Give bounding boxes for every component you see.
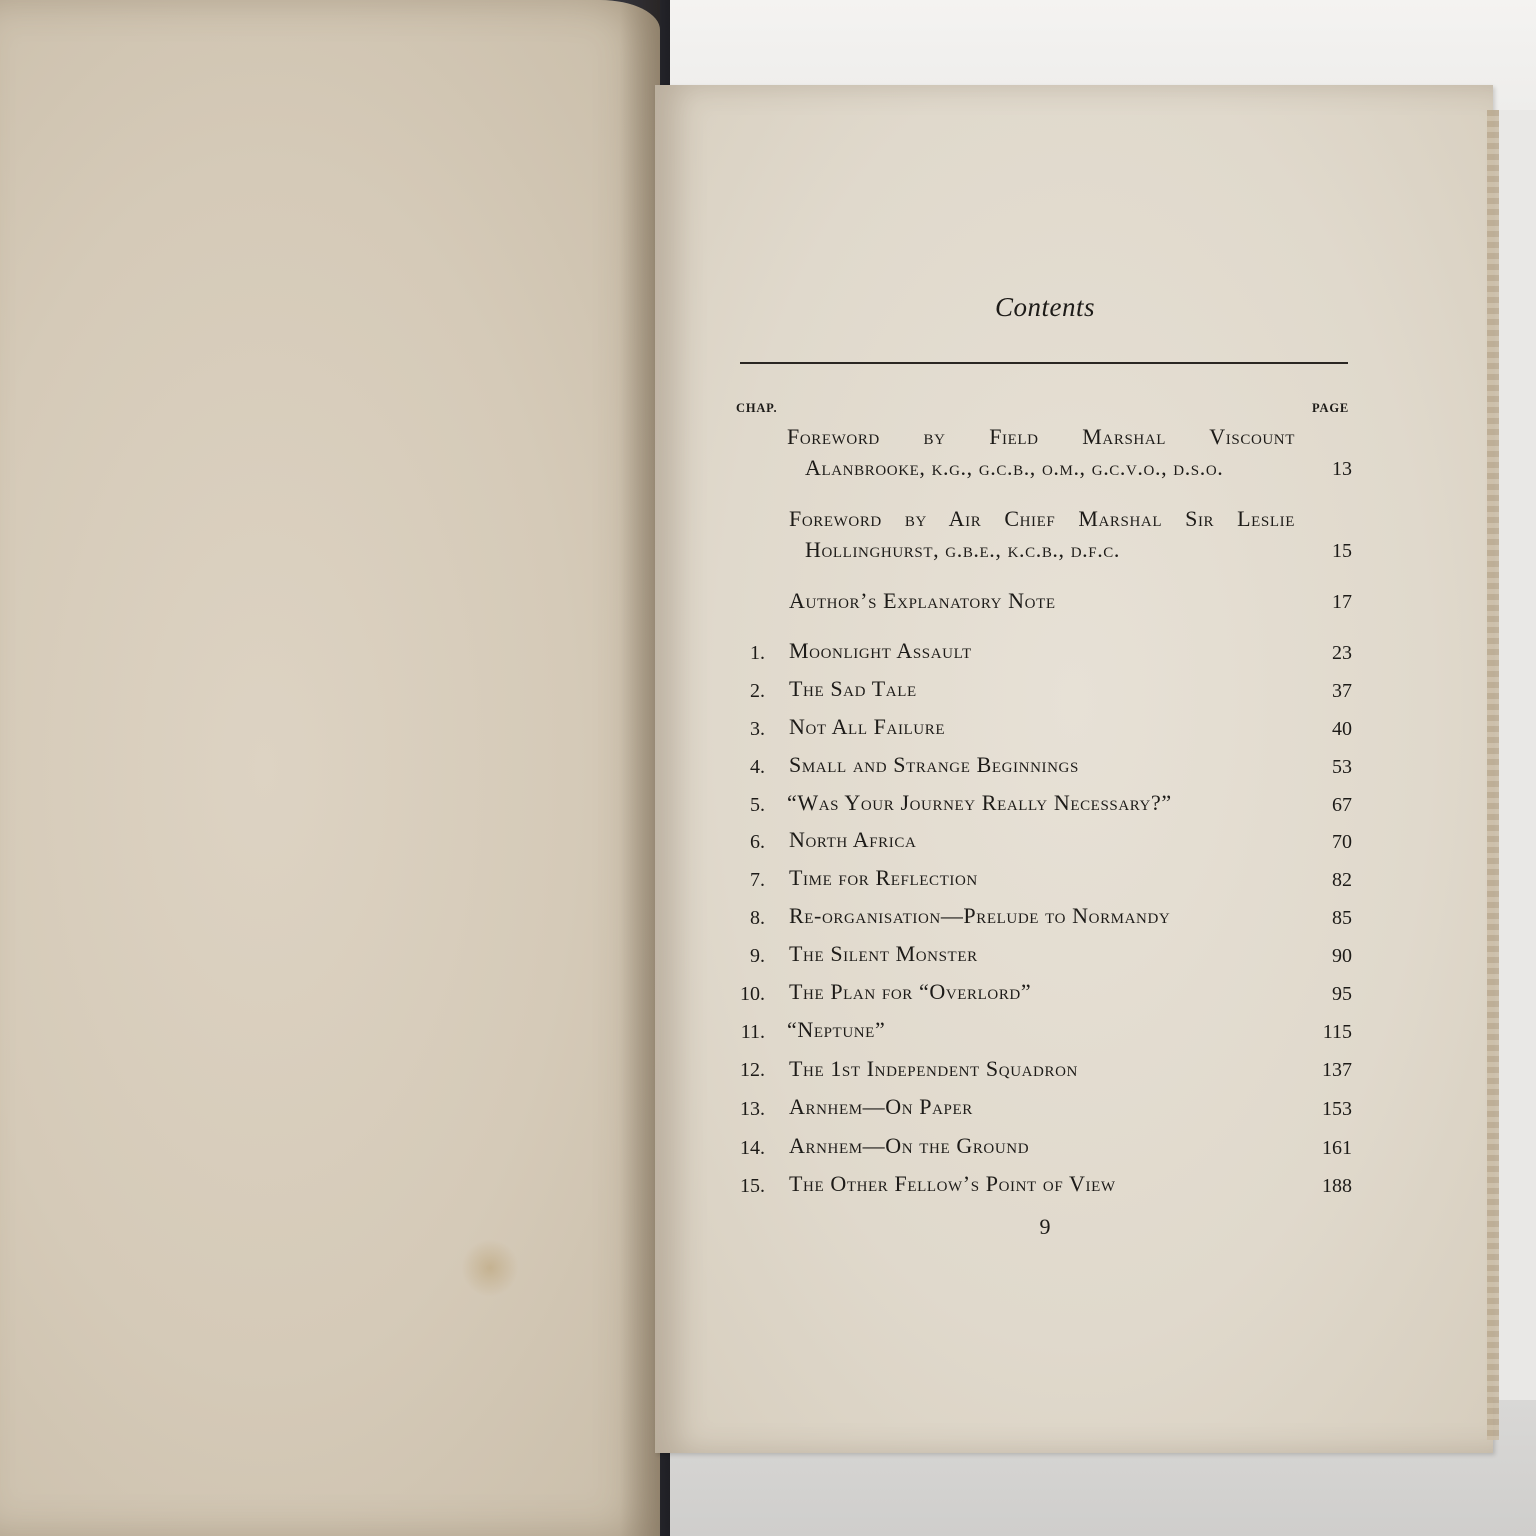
chapter-number: 1. — [750, 642, 765, 664]
chapter-number: 5. — [750, 794, 765, 816]
chapter-title: Not All Failure — [789, 714, 946, 739]
chapter-number: 8. — [750, 907, 765, 929]
chapter-page: 53 — [1332, 756, 1352, 778]
chapter-page: 161 — [1322, 1137, 1352, 1159]
chapter-number: 14. — [740, 1137, 765, 1159]
chapter-number: 12. — [740, 1059, 765, 1081]
chapter-page: 82 — [1332, 869, 1352, 891]
page-number: 9 — [1039, 1214, 1051, 1239]
chapter-title: Re-organisation—Prelude to Normandy — [789, 903, 1171, 928]
chapter-title: The Silent Monster — [789, 941, 978, 966]
chapter-number: 3. — [750, 718, 765, 740]
chapter-number: 4. — [750, 756, 765, 778]
entry-title-line1: Foreword by Air Chief Marshal Sir Leslie — [789, 506, 1295, 531]
chapter-page: 40 — [1332, 718, 1352, 740]
entry-title-line2: Alanbrooke, k.g., g.c.b., o.m., g.c.v.o., d.s.o. — [805, 455, 1224, 480]
entry-page: 13 — [1332, 458, 1352, 480]
chapter-title: “Neptune” — [787, 1017, 886, 1042]
chapter-number: 2. — [750, 680, 765, 702]
chapter-page: 37 — [1332, 680, 1352, 702]
chapter-title: The Other Fellow’s Point of View — [789, 1171, 1116, 1196]
chapter-number: 6. — [750, 831, 765, 853]
heading-rule — [740, 362, 1348, 364]
chapter-page: 67 — [1332, 794, 1352, 816]
chapter-number: 13. — [740, 1098, 765, 1120]
contents-heading: Contents — [994, 292, 1095, 322]
chapter-page: 90 — [1332, 945, 1352, 967]
chapter-number: 15. — [740, 1175, 765, 1197]
chapter-title: Time for Reflection — [789, 865, 978, 890]
chapter-title: The 1st Independent Squadron — [789, 1056, 1078, 1081]
chapter-title: Arnhem—On the Ground — [789, 1133, 1030, 1158]
chap-column-label: CHAP. — [736, 401, 778, 415]
chapter-page: 115 — [1322, 1021, 1352, 1043]
chapter-title: North Africa — [789, 827, 917, 852]
chapter-title: The Plan for “Overlord” — [789, 979, 1032, 1004]
chapter-title: The Sad Tale — [789, 676, 917, 701]
chapter-number: 11. — [740, 1021, 765, 1043]
entry-page: 15 — [1332, 540, 1352, 562]
chapter-number: 10. — [740, 983, 765, 1005]
chapter-number: 7. — [750, 869, 765, 891]
entry-page: 17 — [1332, 591, 1352, 613]
chapter-page: 70 — [1332, 831, 1352, 853]
chapter-page: 188 — [1322, 1175, 1352, 1197]
chapter-title: Small and Strange Beginnings — [789, 752, 1079, 777]
chapter-title: Arnhem—On Paper — [789, 1094, 973, 1119]
chapter-page: 137 — [1322, 1059, 1352, 1081]
chapter-page: 95 — [1332, 983, 1352, 1005]
chapter-page: 23 — [1332, 642, 1352, 664]
entry-title-line2: Hollinghurst, g.b.e., k.c.b., d.f.c. — [805, 537, 1121, 562]
chapter-number: 9. — [750, 945, 765, 967]
chapter-title: “Was Your Journey Really Necessary?” — [787, 790, 1172, 815]
chapter-page: 85 — [1332, 907, 1352, 929]
chapter-page: 153 — [1322, 1098, 1352, 1120]
page-column-label: PAGE — [1312, 401, 1349, 415]
entry-title: Author’s Explanatory Note — [789, 588, 1056, 613]
chapter-title: Moonlight Assault — [789, 638, 972, 663]
entry-title-line1: Foreword by Field Marshal Viscount — [787, 424, 1295, 449]
